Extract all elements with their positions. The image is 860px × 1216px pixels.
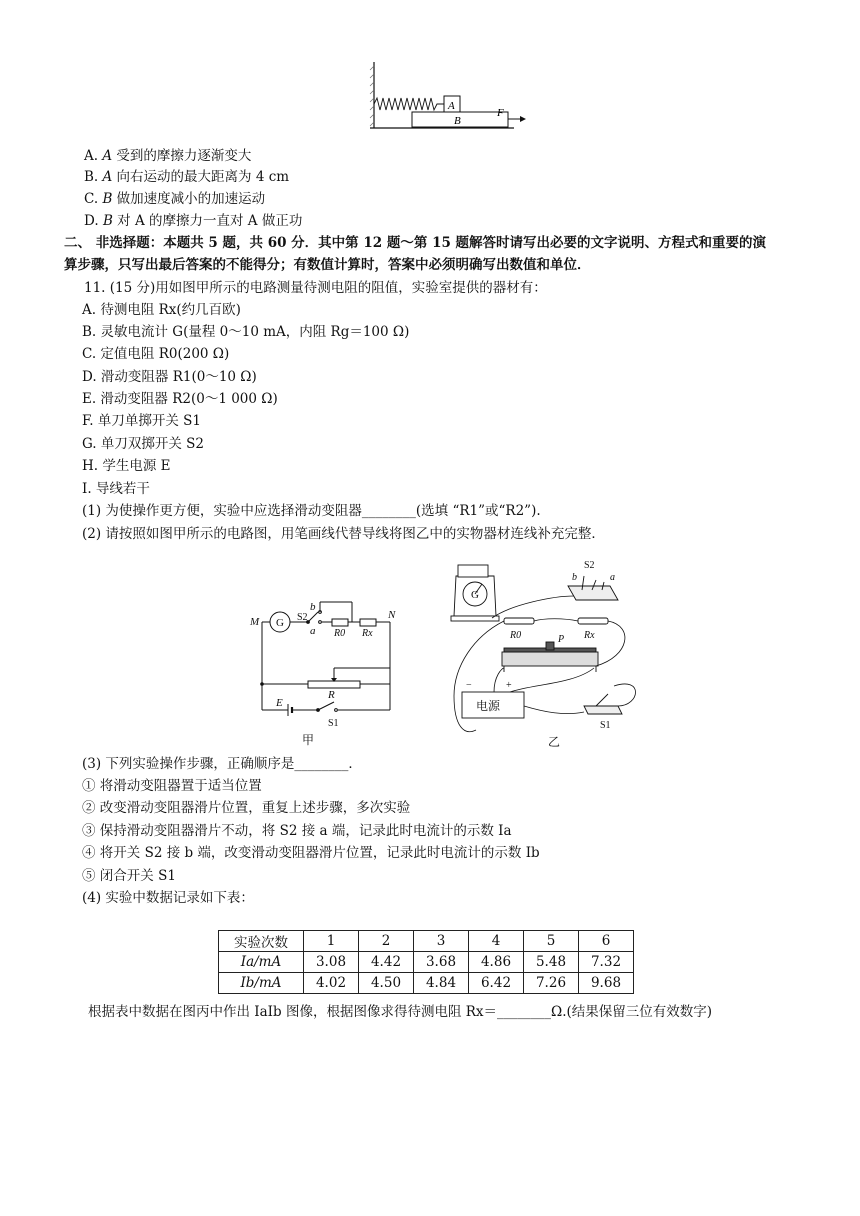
table-row-header bbox=[219, 931, 634, 952]
label-s1: S1 bbox=[328, 718, 339, 729]
q11-item-h: H. 学生电源 E bbox=[82, 458, 171, 474]
label-e: E bbox=[276, 697, 283, 709]
trial-cell: 2 bbox=[359, 931, 414, 952]
q11-item-b: B. 灵敏电流计 G(量程 0～10 mA，内阻 Rg＝100 Ω) bbox=[82, 324, 410, 340]
step-2: ② 改变滑动变阻器滑片位置，重复上述步骤，多次实验 bbox=[82, 800, 411, 816]
label-r0: R0 bbox=[334, 628, 346, 639]
label-s2: S2 bbox=[584, 560, 595, 571]
q11-part2: (2) 请按照如图甲所示的电路图，用笔画线代替导线将图乙中的实物器材连线补充完整． bbox=[82, 526, 605, 542]
label-b: b bbox=[572, 572, 577, 583]
label-rx: Rx bbox=[362, 628, 373, 639]
q11-part1: (1) 为使操作更方便，实验中应选择滑动变阻器________(选填 “R1”或“R2”). bbox=[82, 503, 541, 519]
trial-cell: 3 bbox=[414, 931, 469, 952]
label-b: b bbox=[310, 601, 316, 613]
q11-item-d: D. 滑动变阻器 R1(0～10 Ω) bbox=[82, 369, 257, 385]
label-a: a bbox=[610, 572, 615, 583]
ia-cell: 5.48 bbox=[524, 952, 579, 973]
label-s2: S2 bbox=[297, 612, 308, 623]
label-plus: + bbox=[506, 680, 512, 691]
q10-option-c: C. B 做加速度减小的加速运动 bbox=[84, 191, 266, 207]
label-s1: S1 bbox=[600, 720, 611, 731]
spring bbox=[374, 98, 444, 110]
section2-line1: 二、 非选择题：本题共 5 题，共 60 分．其中第 12 题～第 15 题解答时请写出必要的文字说明、方程式和重要的演 bbox=[64, 235, 767, 251]
ia-cell: 4.86 bbox=[469, 952, 524, 973]
step-5: ⑤ 闭合开关 S1 bbox=[82, 868, 176, 884]
q11-final-line: 根据表中数据在图丙中作出 IaIb 图像，根据图像求得待测电阻 Rx＝________Ω.(结果保留三位有效数字) bbox=[88, 1004, 713, 1020]
ib-cell: 7.26 bbox=[524, 973, 579, 994]
q11-item-e: E. 滑动变阻器 R2(0～1 000 Ω) bbox=[82, 391, 278, 407]
q10-option-d: D. B 对 A 的摩擦力一直对 A 做正功 bbox=[84, 213, 303, 229]
label-f: F bbox=[497, 107, 504, 119]
trial-cell: 1 bbox=[304, 931, 359, 952]
q10-option-a: A. A 受到的摩擦力逐渐变大 bbox=[84, 148, 252, 164]
label-n: N bbox=[388, 609, 396, 621]
label-r: R bbox=[328, 689, 335, 701]
q11-item-c: C. 定值电阻 R0(200 Ω) bbox=[82, 346, 230, 362]
table-row-ib bbox=[219, 973, 634, 994]
caption-yi: 乙 bbox=[548, 735, 561, 749]
trial-cell: 6 bbox=[579, 931, 634, 952]
label-minus: − bbox=[466, 680, 472, 691]
trial-cell: 5 bbox=[524, 931, 579, 952]
caption-jia: 甲 bbox=[302, 733, 315, 747]
q11-part4: (4) 实验中数据记录如下表： bbox=[82, 890, 254, 906]
q11-item-f: F. 单刀单掷开关 S1 bbox=[82, 413, 201, 429]
circuit-diagram-jia bbox=[248, 598, 408, 748]
header-label: 实验次数 bbox=[219, 931, 304, 952]
label-power: 电源 bbox=[476, 699, 501, 713]
ib-cell: 9.68 bbox=[579, 973, 634, 994]
ib-cell: 4.50 bbox=[359, 973, 414, 994]
label-rx: Rx bbox=[584, 630, 595, 641]
label-g: G bbox=[471, 589, 479, 601]
ib-cell: 4.02 bbox=[304, 973, 359, 994]
q11-item-i: I. 导线若干 bbox=[82, 481, 150, 497]
ib-cell: 6.42 bbox=[469, 973, 524, 994]
q11-item-g: G. 单刀双掷开关 S2 bbox=[82, 436, 205, 452]
step-4: ④ 将开关 S2 接 b 端，改变滑动变阻器滑片位置，记录此时电流计的示数 Ib bbox=[82, 845, 540, 861]
label-g: G bbox=[276, 617, 284, 629]
label-r0: R0 bbox=[510, 630, 522, 641]
ia-cell: 7.32 bbox=[579, 952, 634, 973]
label-m: M bbox=[250, 616, 260, 628]
ia-cell: 3.68 bbox=[414, 952, 469, 973]
ia-cell: 4.42 bbox=[359, 952, 414, 973]
table-row-ia bbox=[219, 952, 634, 973]
row-b-label: Ib/mA bbox=[219, 973, 304, 994]
label-a: a bbox=[310, 625, 316, 637]
spring-block-figure bbox=[366, 60, 526, 132]
step-3: ③ 保持滑动变阻器滑片不动，将 S2 接 a 端，记录此时电流计的示数 Ia bbox=[82, 823, 512, 839]
label-b: B bbox=[454, 115, 461, 127]
q11-stem: 11. (15 分)用如图甲所示的电路测量待测电阻的阻值，实验室提供的器材有： bbox=[84, 280, 547, 296]
section2-line2: 算步骤，只写出最后答案的不能得分；有数值计算时，答案中必须明确写出数值和单位． bbox=[64, 257, 591, 273]
apparatus-diagram-yi bbox=[434, 556, 654, 750]
ib-cell: 4.84 bbox=[414, 973, 469, 994]
q11-part3: (3) 下列实验操作步骤，正确顺序是________． bbox=[82, 756, 362, 772]
q11-item-a: A. 待测电阻 Rx(约几百欧) bbox=[82, 302, 241, 318]
label-p: P bbox=[558, 634, 565, 645]
q10-option-b: B. A 向右运动的最大距离为 4 cm bbox=[84, 169, 290, 185]
data-table bbox=[218, 930, 634, 994]
step-1: ① 将滑动变阻器置于适当位置 bbox=[82, 778, 262, 794]
label-a: A bbox=[448, 100, 455, 112]
row-a-label: Ia/mA bbox=[219, 952, 304, 973]
trial-cell: 4 bbox=[469, 931, 524, 952]
ia-cell: 3.08 bbox=[304, 952, 359, 973]
